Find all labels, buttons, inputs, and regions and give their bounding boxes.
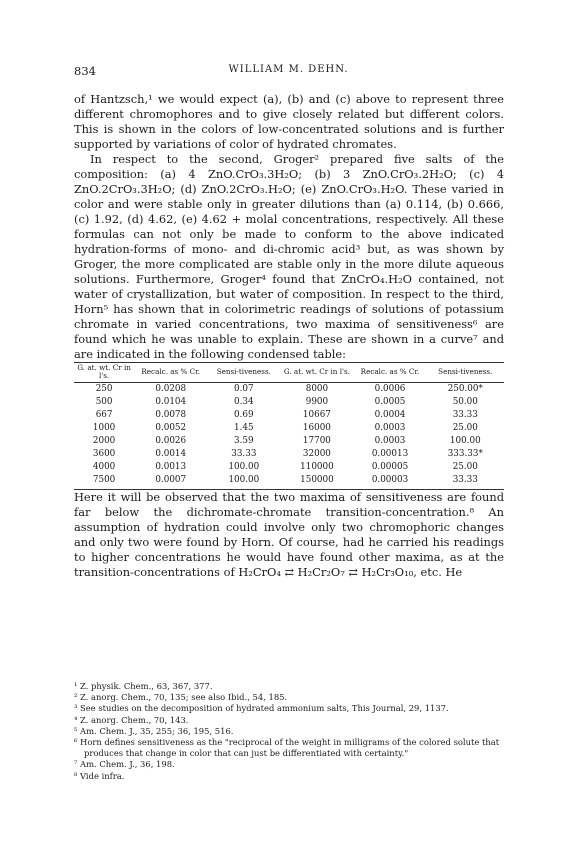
page-header bbox=[74, 64, 503, 80]
table-cell: 0.00013 bbox=[371, 449, 409, 459]
table-row bbox=[74, 396, 504, 409]
running-title: WILLIAM M. DEHN. bbox=[228, 64, 349, 75]
table-cell: 10667 bbox=[302, 410, 331, 420]
paragraph: of Hantzsch,¹ we would expect (a), (b) and (c) above to represent three different chromophores and to give closely related but different colors. This is shown in the colors of low-concentrated solutions and is further supported by variations of color of hydrated chromates. bbox=[74, 92, 504, 151]
footnote: ² Z. anorg. Chem., 70, 135; see also Ibid., 54, 185. bbox=[74, 692, 288, 703]
table-cell: 0.0078 bbox=[155, 410, 187, 420]
table-cell: 9900 bbox=[305, 397, 329, 407]
footnotes bbox=[74, 681, 504, 782]
table-cell: 0.0006 bbox=[374, 384, 406, 394]
table-cell: 17700 bbox=[302, 436, 331, 446]
table-cell: 3.59 bbox=[234, 436, 254, 446]
table-cell: 25.00 bbox=[452, 462, 478, 472]
column-header: G. at. wt. Cr in l's. bbox=[280, 363, 353, 383]
column-header: G. at. wt. Cr in l's. bbox=[74, 363, 134, 383]
table-cell: 16000 bbox=[302, 423, 331, 433]
table-cell: 7500 bbox=[74, 474, 134, 490]
table-cell: 3600 bbox=[92, 449, 116, 459]
table-cell: 33.33 bbox=[427, 474, 504, 490]
table-cell: 250.00* bbox=[447, 384, 483, 394]
table-cell: 33.33 bbox=[452, 410, 478, 420]
table-cell: 667 bbox=[95, 410, 113, 420]
article-body bbox=[74, 92, 504, 580]
table-cell: 8000 bbox=[305, 384, 329, 394]
table-cell: 0.0013 bbox=[155, 462, 187, 472]
table-cell: 2000 bbox=[92, 436, 116, 446]
column-header: Sensi-tiveness. bbox=[427, 363, 504, 383]
table-cell: 50.00 bbox=[452, 397, 478, 407]
table-cell: 0.0104 bbox=[155, 397, 187, 407]
table-cell: 0.69 bbox=[234, 410, 254, 420]
table-cell: 100.00 bbox=[228, 462, 260, 472]
table-cell: 0.0208 bbox=[155, 384, 187, 394]
footnote: ⁶ Horn defines sensitiveness as the "reciprocal of the weight in milligrams of the colored solute that produces that change in color that can just be differentiated with certainty." bbox=[74, 737, 500, 759]
table-cell: 500 bbox=[95, 397, 113, 407]
footnote: ⁴ Z. anorg. Chem., 70, 143. bbox=[74, 714, 189, 725]
table-cell: 0.00005 bbox=[371, 462, 409, 472]
table-cell: 250 bbox=[95, 384, 113, 394]
table-cell: 0.0004 bbox=[374, 410, 406, 420]
table-cell: 150000 bbox=[280, 474, 353, 490]
table-cell: 100.00 bbox=[207, 474, 280, 490]
table-cell: 25.00 bbox=[452, 423, 478, 433]
table-cell: 333.33* bbox=[447, 449, 483, 459]
table-cell: 4000 bbox=[92, 462, 116, 472]
footnote: ³ See studies on the decomposition of hydrated ammonium salts, This Journal, 29, 1137. bbox=[74, 703, 449, 714]
table-cell: 0.0003 bbox=[374, 423, 406, 433]
table-cell: 0.07 bbox=[234, 384, 254, 394]
table-header-row bbox=[74, 363, 504, 383]
page-number: 834 bbox=[74, 64, 96, 78]
table-cell: 1.45 bbox=[234, 423, 254, 433]
table-row bbox=[74, 422, 504, 435]
table-cell: 0.0005 bbox=[374, 397, 406, 407]
table-cell: 0.00003 bbox=[353, 474, 426, 490]
table-cell: 110000 bbox=[300, 462, 334, 472]
footnote: ¹ Z. physik. Chem., 63, 367, 377. bbox=[74, 681, 213, 691]
table-cell: 0.0003 bbox=[374, 436, 406, 446]
paragraph: In respect to the second, Groger² prepared five salts of the composition: (a) 4 ZnO.CrO₃.3H₂O; (b) 3 ZnO.CrO₃.2H₂O; (c) 4 ZnO.2CrO₃.3H₂O; (d) ZnO.2CrO₃.H₂O; (e) ZnO.CrO₃.H₂O. These varied in color and were stable only in greater dilutions than (a) 0.114, (b) 0.666, (c) 1.92, (d) 4.62, (e) 4.62 + molal concentrations, respectively. All these formulas can not only be made to conform to the above indicated hydration-forms of mono- and di-chromic acid³ but, as was shown by Groger, the more complicated are stable only in the more dilute aqueous solutions. Furthermore, Groger⁴ found that ZnCrO₄.H₂O contained, not water of crystallization, but water of composition. In respect to the third, Horn⁵ has shown that in colorimetric readings of solutions of potassium chromate in varied concentrations, two maxima of sensitiveness⁶ are found which he was unable to explain. These are shown in a curve⁷ and are indicated in the following condensed table: bbox=[74, 152, 504, 361]
table-cell: 100.00 bbox=[449, 436, 481, 446]
table-row bbox=[74, 461, 504, 474]
footnote: ⁷ Am. Chem. J., 36, 198. bbox=[74, 759, 175, 770]
table-cell: 0.0014 bbox=[155, 449, 187, 459]
sensitiveness-table bbox=[74, 362, 504, 490]
footnote: ⁸ Vide infra. bbox=[74, 770, 125, 781]
footnote: ⁵ Am. Chem. J., 35, 255; 36, 195, 516. bbox=[74, 725, 234, 736]
paragraph: Here it will be observed that the two maxima of sensitiveness are found far below the dichromate-chromate transition-concentration.⁸ An assumption of hydration could involve only two chromophoric changes and only two were found by Horn. Of course, had he carried his readings to higher concentrations he would have found other maxima, as at the transition-concentrations of H₂CrO₄ ⇄ H₂Cr₂O₇ ⇄ H₂Cr₃O₁₀, etc. He bbox=[74, 490, 504, 579]
table-cell: 1000 bbox=[92, 423, 116, 433]
table-row bbox=[74, 409, 504, 422]
table-row bbox=[74, 448, 504, 461]
table-cell: 33.33 bbox=[231, 449, 257, 459]
table-cell: 0.0007 bbox=[134, 474, 207, 490]
table-cell: 0.0052 bbox=[155, 423, 187, 433]
table-cell: 0.0026 bbox=[155, 436, 187, 446]
table-row bbox=[74, 383, 504, 397]
table-row bbox=[74, 474, 504, 490]
table-cell: 0.34 bbox=[234, 397, 254, 407]
column-header: Sensi-tiveness. bbox=[207, 363, 280, 383]
column-header: Recalc. as % Cr. bbox=[134, 363, 207, 383]
table-cell: 32000 bbox=[302, 449, 331, 459]
column-header: Recalc. as % Cr. bbox=[353, 363, 426, 383]
table-row bbox=[74, 435, 504, 448]
